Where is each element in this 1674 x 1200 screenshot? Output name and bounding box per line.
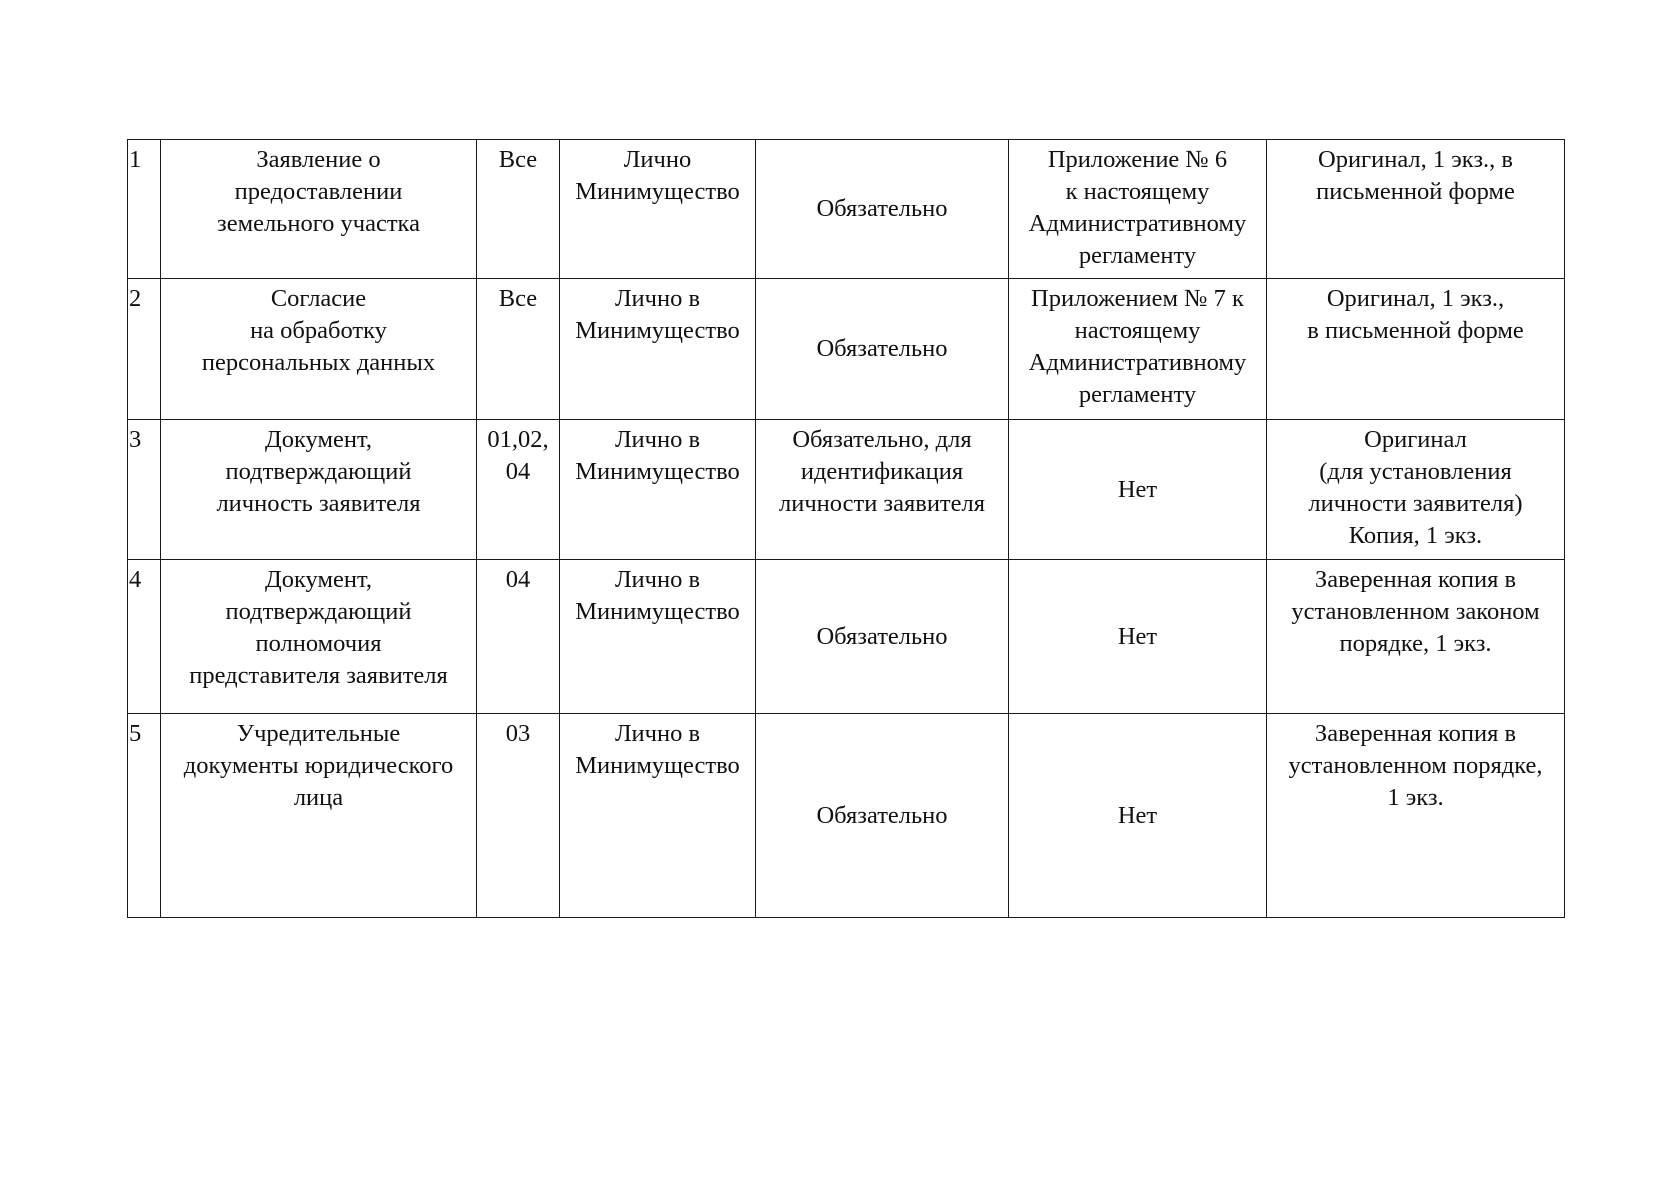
copy-type-cell: Оригинал, 1 экз., в письменной форме xyxy=(1267,140,1565,279)
form-template-cell: Нет xyxy=(1009,714,1267,918)
applicant-category-cell: 01,02, 04 xyxy=(477,420,560,560)
submission-method-cell: Лично в Минимущество xyxy=(560,420,756,560)
document-name-cell: Учредительные документы юридического лица xyxy=(161,714,477,918)
documents-table xyxy=(127,139,1565,918)
form-template-cell: Нет xyxy=(1009,420,1267,560)
row-number: 3 xyxy=(128,420,161,560)
document-name-cell: Согласие на обработку персональных данных xyxy=(161,279,477,420)
table-row xyxy=(128,140,1565,279)
row-number: 5 xyxy=(128,714,161,918)
applicant-category-cell: Все xyxy=(477,279,560,420)
row-number: 1 xyxy=(128,140,161,279)
requirement-cell: Обязательно xyxy=(756,714,1009,918)
applicant-category-cell: 03 xyxy=(477,714,560,918)
table-row xyxy=(128,420,1565,560)
table-row xyxy=(128,279,1565,420)
submission-method-cell: Лично Минимущество xyxy=(560,140,756,279)
table-row xyxy=(128,560,1565,714)
document-name-cell: Заявление о предоставлении земельного участка xyxy=(161,140,477,279)
row-number: 4 xyxy=(128,560,161,714)
row-number: 2 xyxy=(128,279,161,420)
applicant-category-cell: Все xyxy=(477,140,560,279)
form-template-cell: Нет xyxy=(1009,560,1267,714)
copy-type-cell: Заверенная копия в установленном порядке, 1 экз. xyxy=(1267,714,1565,918)
form-template-cell: Приложением № 7 к настоящему Административному регламенту xyxy=(1009,279,1267,420)
copy-type-cell: Оригинал, 1 экз., в письменной форме xyxy=(1267,279,1565,420)
requirement-cell: Обязательно xyxy=(756,279,1009,420)
requirement-cell: Обязательно, для идентификация личности заявителя xyxy=(756,420,1009,560)
requirement-cell: Обязательно xyxy=(756,560,1009,714)
requirement-cell: Обязательно xyxy=(756,140,1009,279)
submission-method-cell: Лично в Минимущество xyxy=(560,560,756,714)
copy-type-cell: Оригинал (для установления личности заявителя) Копия, 1 экз. xyxy=(1267,420,1565,560)
applicant-category-cell: 04 xyxy=(477,560,560,714)
document-name-cell: Документ, подтверждающий полномочия представителя заявителя xyxy=(161,560,477,714)
submission-method-cell: Лично в Минимущество xyxy=(560,279,756,420)
submission-method-cell: Лично в Минимущество xyxy=(560,714,756,918)
document-name-cell: Документ, подтверждающий личность заявителя xyxy=(161,420,477,560)
copy-type-cell: Заверенная копия в установленном законом порядке, 1 экз. xyxy=(1267,560,1565,714)
form-template-cell: Приложение № 6 к настоящему Административному регламенту xyxy=(1009,140,1267,279)
table-row xyxy=(128,714,1565,918)
